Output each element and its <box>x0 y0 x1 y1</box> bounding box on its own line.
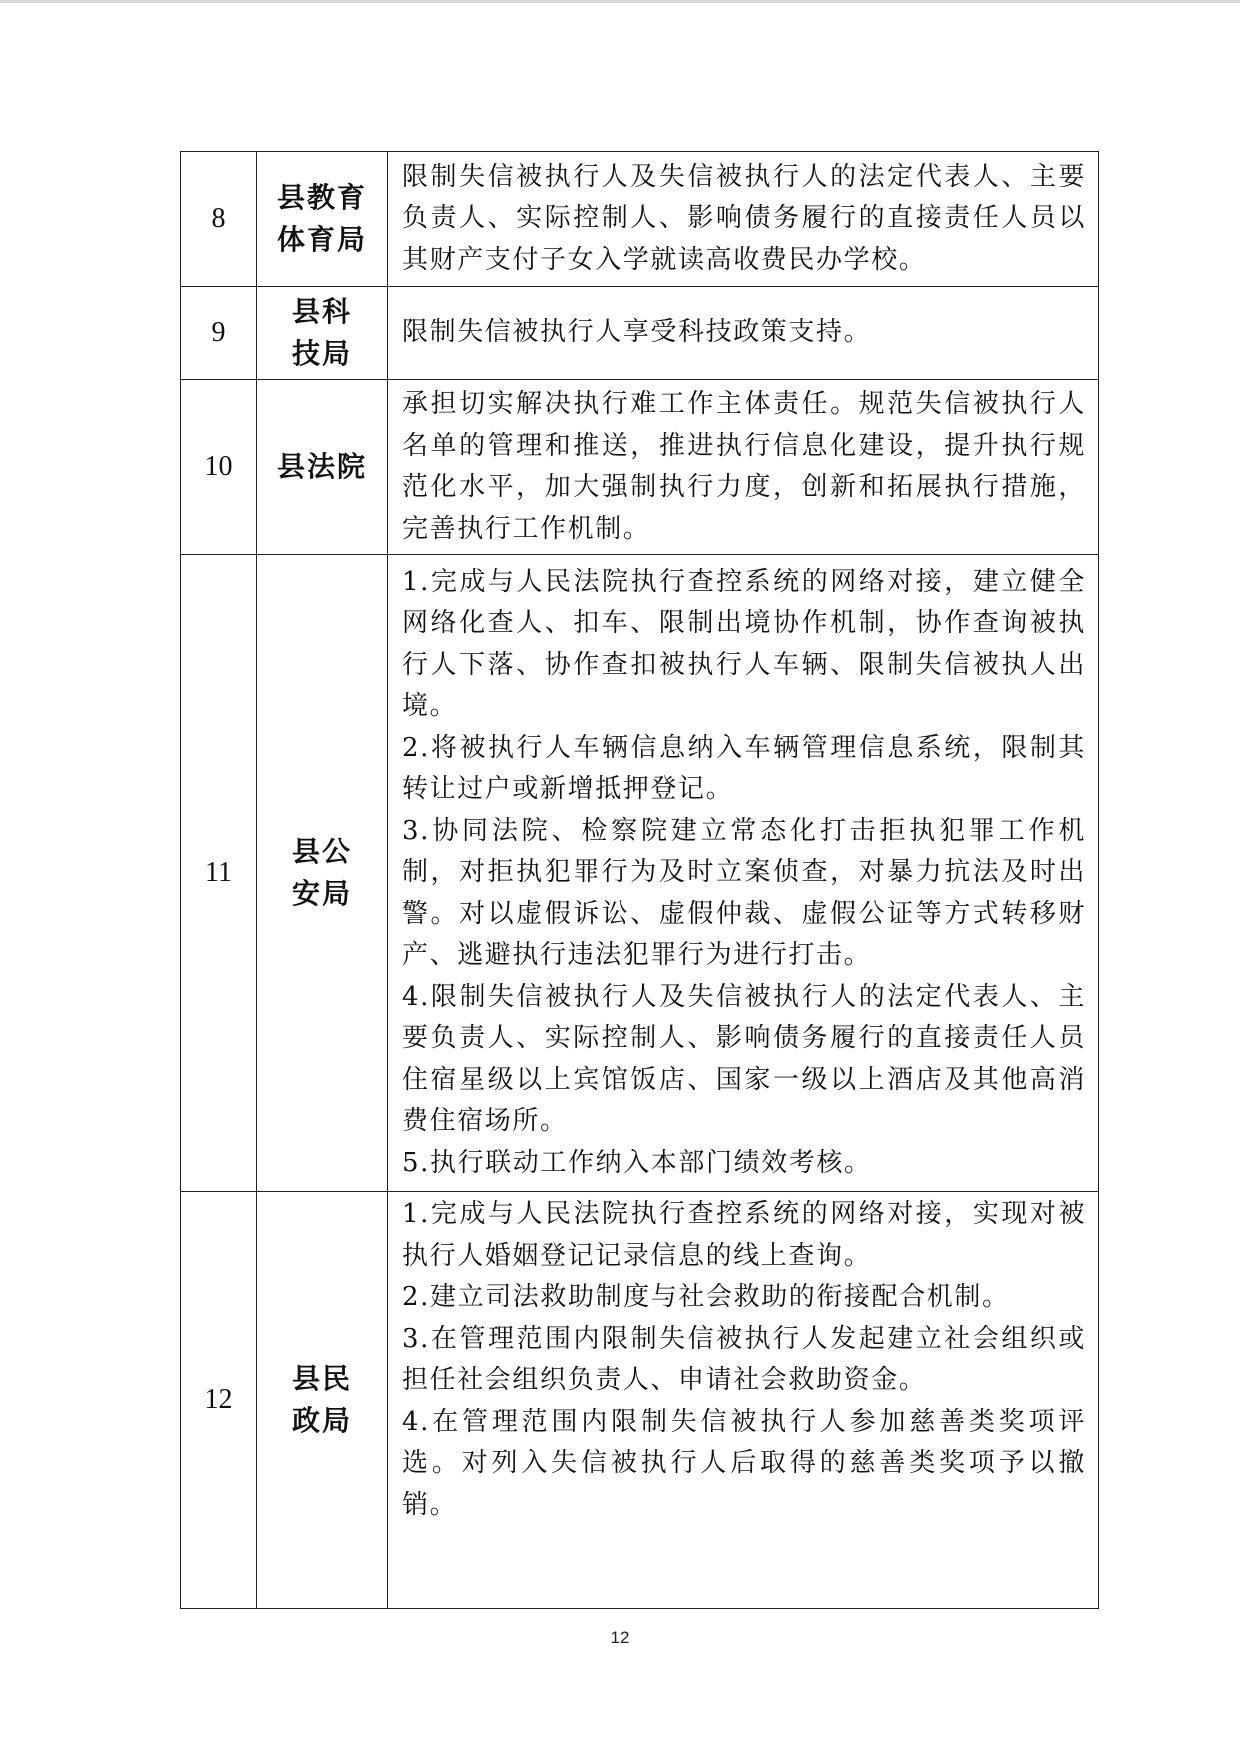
department-name-line: 县民 <box>291 1362 352 1395</box>
department-cell <box>257 287 388 380</box>
duty-cell <box>388 152 1099 287</box>
row-number: 11 <box>181 555 257 1192</box>
department-cell <box>257 555 388 1192</box>
duty-item: 4.限制失信被执行人及失信被执行人的法定代表人、主要负责人、实际控制人、影响债务履行的直接责任人员住宿星级以上宾馆饭店、国家一级以上酒店及其他高消费住宿场所。 <box>402 981 1086 1137</box>
duty-text: 限制失信被执行人享受科技政策支持。 <box>402 317 872 348</box>
department-cell <box>257 1192 388 1609</box>
table-row <box>181 287 1099 380</box>
department-name-line: 县法院 <box>276 450 367 483</box>
page-number: 12 <box>610 1628 630 1647</box>
duty-item: 2.将被执行人车辆信息纳入车辆管理信息系统，限制其转让过户或新增抵押登记。 <box>402 732 1086 805</box>
scan-edge <box>0 0 1240 3</box>
table-row <box>181 555 1099 1192</box>
duty-item: 3.在管理范围内限制失信被执行人发起建立社会组织或担任社会组织负责人、申请社会救助资金。 <box>402 1323 1086 1395</box>
department-name-line: 技局 <box>291 337 352 370</box>
duty-cell <box>388 380 1099 555</box>
duty-item: 2.建立司法救助制度与社会救助的衔接配合机制。 <box>402 1282 1010 1312</box>
table-row <box>181 380 1099 555</box>
row-number: 9 <box>181 287 257 380</box>
department-name-line: 县公 <box>291 835 352 868</box>
department-name-line: 政局 <box>291 1404 352 1437</box>
responsibility-table <box>180 151 1099 1609</box>
department-name-line: 安局 <box>291 877 352 910</box>
duty-text: 限制失信被执行人及失信被执行人的法定代表人、主要负责人、实际控制人、影响债务履行的直接责任人员以其财产支付子女入学就读高收费民办学校。 <box>402 161 1086 275</box>
duty-item: 4.在管理范围内限制失信被执行人参加慈善类奖项评选。对列入失信被执行人后取得的慈善类奖项予以撤销。 <box>402 1406 1086 1520</box>
row-number: 8 <box>181 152 257 287</box>
department-cell <box>257 380 388 555</box>
duty-cell <box>388 287 1099 380</box>
duty-cell <box>388 1192 1099 1609</box>
duty-item: 3.协同法院、检察院建立常态化打击拒执犯罪工作机制，对拒执犯罪行为及时立案侦查，对暴力抗法及时出警。对以虚假诉讼、虚假仲裁、虚假公证等方式转移财产、逃避执行违法犯罪行为进行打击。 <box>402 815 1086 971</box>
table-row <box>181 1192 1099 1609</box>
table-row <box>181 152 1099 287</box>
row-number: 10 <box>181 380 257 555</box>
duty-item: 1.完成与人民法院执行查控系统的网络对接，建立健全网络化查人、扣车、限制出境协作机制，协作查询被执行人下落、协作查扣被执行人车辆、限制失信被执人出境。 <box>402 566 1086 722</box>
duty-item: 1.完成与人民法院执行查控系统的网络对接，实现对被执行人婚姻登记记录信息的线上查询。 <box>402 1199 1086 1271</box>
duty-text: 承担切实解决执行难工作主体责任。规范失信被执行人名单的管理和推送，推进执行信息化建设，提升执行规范化水平，加大强制执行力度，创新和拓展执行措施，完善执行工作机制。 <box>402 389 1086 544</box>
row-number: 12 <box>181 1192 257 1609</box>
department-name-line: 县教育 <box>276 181 367 214</box>
department-cell <box>257 152 388 287</box>
department-name-line: 体育局 <box>276 223 367 256</box>
duty-item: 5.执行联动工作纳入本部门绩效考核。 <box>402 1147 872 1178</box>
duty-cell <box>388 555 1099 1192</box>
department-name-line: 县科 <box>291 295 352 328</box>
